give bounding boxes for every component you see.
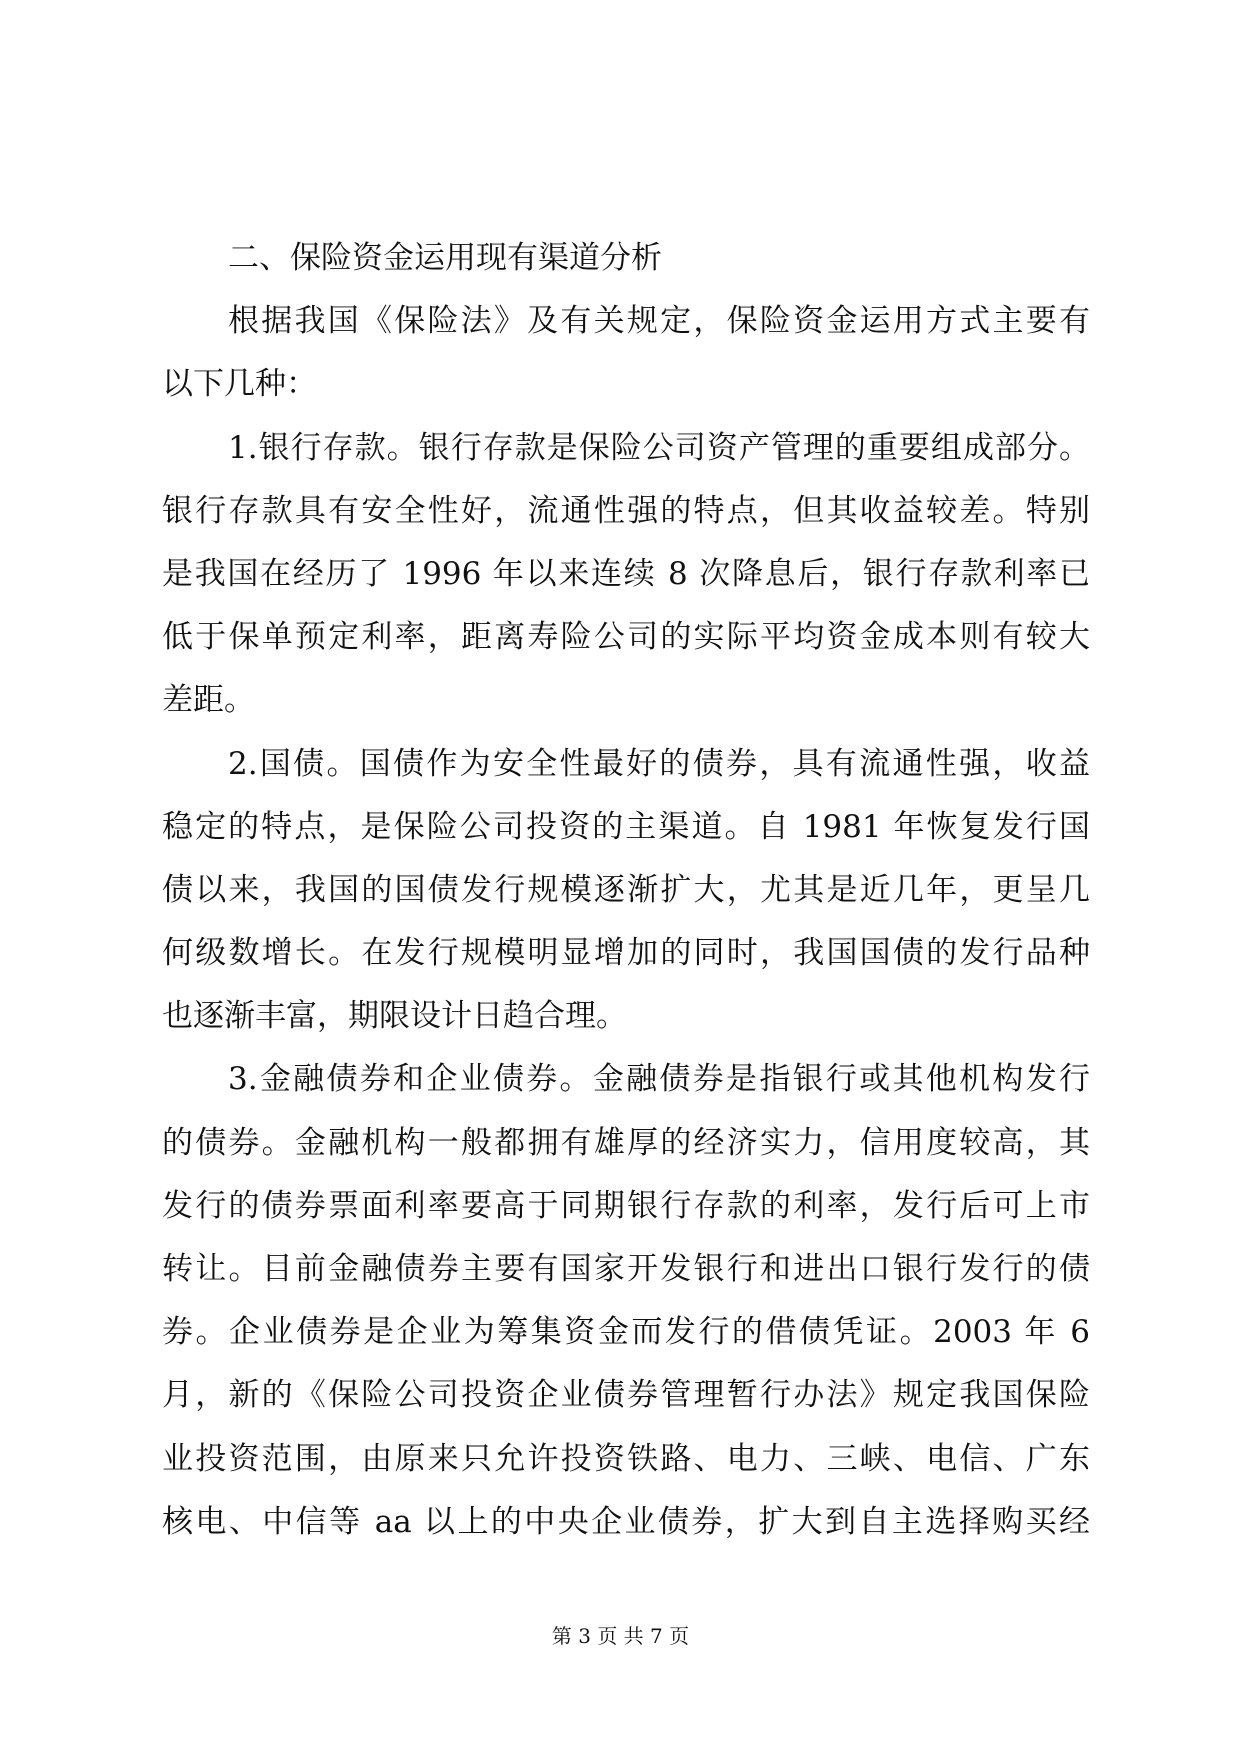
document-body	[162, 236, 1090, 1563]
paragraph-line: 券。企业债券是企业为筹集资金而发行的借债凭证。2003 年 6	[162, 1314, 1090, 1351]
paragraph-line: 核电、中信等 aa 以上的中央企业债券，扩大到自主选择购买经	[162, 1503, 1090, 1540]
paragraph-line: 发行的债券票面利率要高于同期银行存款的利率，发行后可上市	[162, 1187, 1090, 1224]
paragraph-line: 银行存款具有安全性好，流通性强的特点，但其收益较差。特别	[162, 492, 1090, 529]
paragraph-line: 的债券。金融机构一般都拥有雄厚的经济实力，信用度较高，其	[162, 1124, 1090, 1161]
paragraph-line: 1.银行存款。银行存款是保险公司资产管理的重要组成部分。	[228, 429, 1090, 466]
paragraph-line: 业投资范围，由原来只允许投资铁路、电力、三峡、电信、广东	[162, 1440, 1090, 1477]
paragraph-line: 月，新的《保险公司投资企业债券管理暂行办法》规定我国保险	[162, 1377, 1090, 1414]
paragraph-line: 根据我国《保险法》及有关规定，保险资金运用方式主要有	[228, 303, 1090, 340]
paragraph-line: 是我国在经历了 1996 年以来连续 8 次降息后，银行存款利率已	[162, 555, 1090, 592]
paragraph-line: 也逐渐丰富，期限设计日趋合理。	[162, 998, 627, 1035]
paragraph-line: 差距。	[162, 682, 255, 719]
paragraph-line: 转让。目前金融债券主要有国家开发银行和进出口银行发行的债	[162, 1251, 1090, 1287]
paragraph-line: 3.金融债券和企业债券。金融债券是指银行或其他机构发行	[228, 1061, 1090, 1098]
paragraph-line: 稳定的特点，是保险公司投资的主渠道。自 1981 年恢复发行国	[162, 808, 1090, 845]
paragraph-line: 以下几种：	[162, 366, 317, 403]
paragraph-line: 2.国债。国债作为安全性最好的债券，具有流通性强，收益	[228, 745, 1090, 782]
paragraph-line: 债以来，我国的国债发行规模逐渐扩大，尤其是近几年，更呈几	[162, 871, 1090, 908]
paragraph-line: 何级数增长。在发行规模明显增加的同时，我国国债的发行品种	[162, 935, 1090, 972]
section-heading: 二、保险资金运用现有渠道分析	[228, 240, 662, 276]
page-number-footer: 第 3 页 共 7 页	[551, 1624, 690, 1648]
paragraph-line: 低于保单预定利率，距离寿险公司的实际平均资金成本则有较大	[162, 619, 1090, 656]
